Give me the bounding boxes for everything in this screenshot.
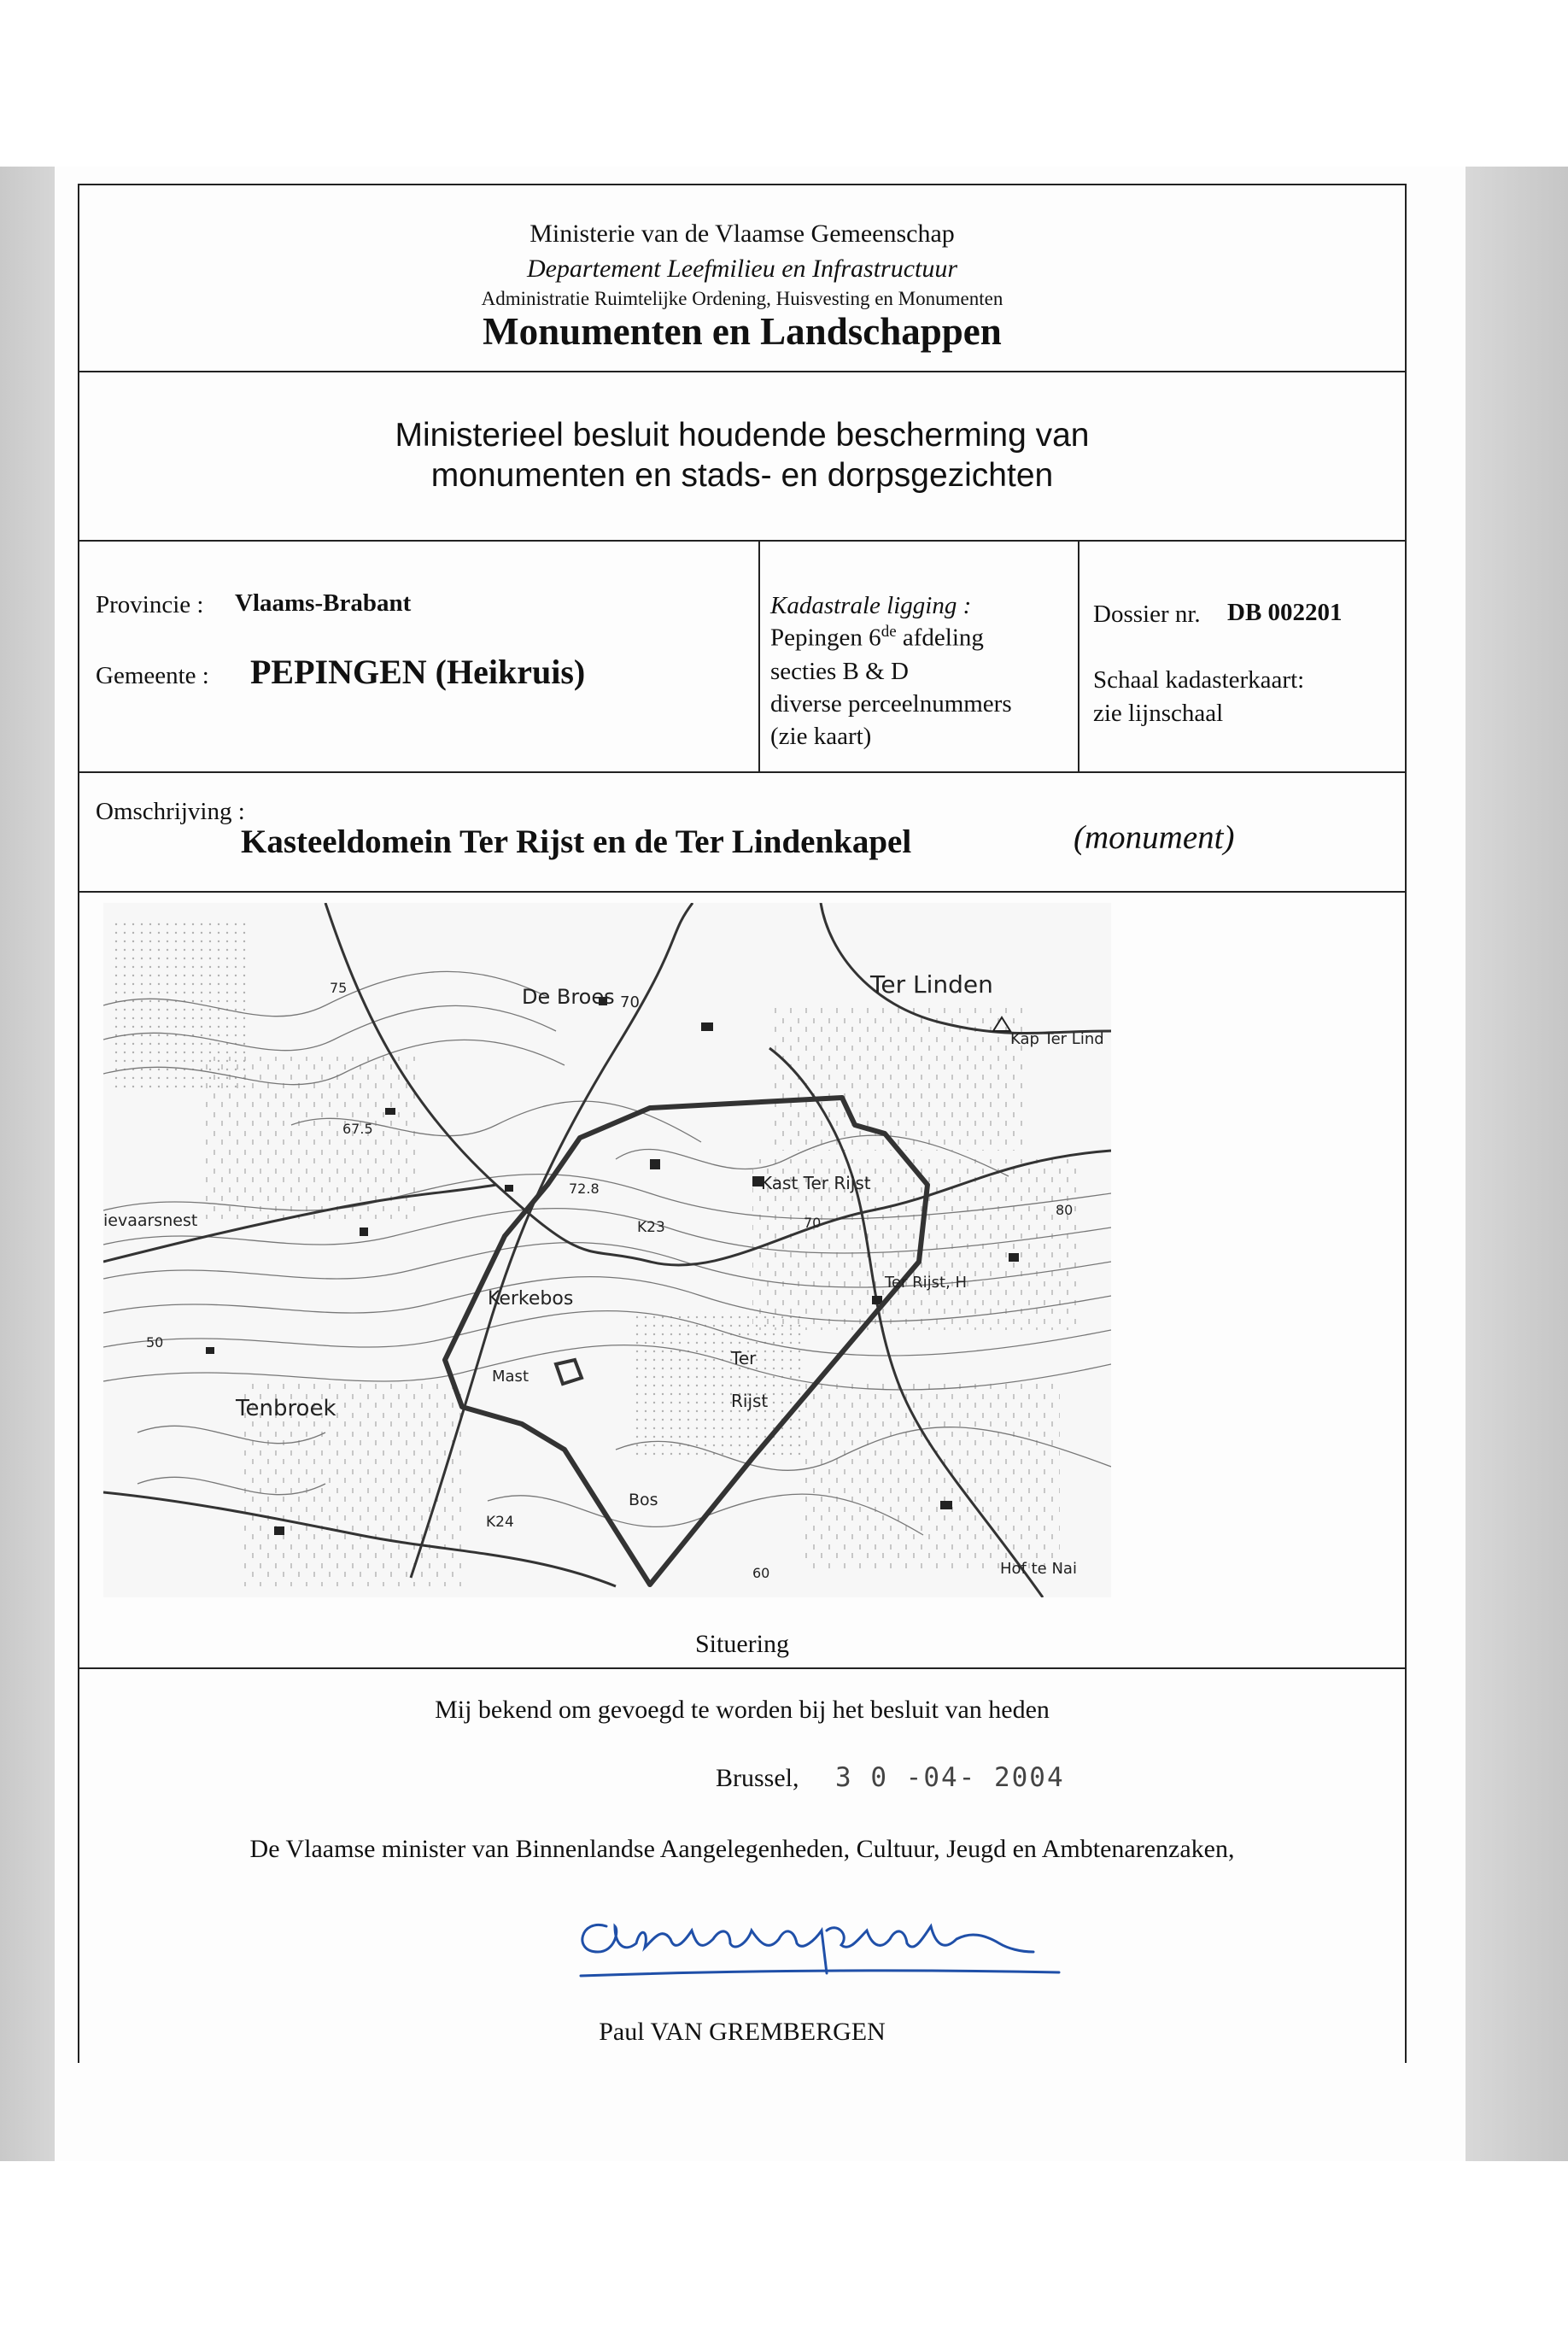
scale-label: Schaal kadasterkaart: — [1093, 666, 1305, 694]
scan-edge-left — [0, 167, 55, 2161]
label-ter-rijst-h: Ter Rijst, H — [885, 1274, 968, 1292]
label-k23: K23 — [637, 1219, 665, 1236]
acknowledgement-text: Mij bekend om gevoegd te worden bij het besluit van heden — [435, 1696, 1050, 1724]
cadastre-line-1-post: afdeling — [896, 624, 984, 652]
divider-map — [78, 1667, 1407, 1669]
label-tenbroek: Tenbroek — [236, 1396, 336, 1421]
cadastre-line-2: secties B & D — [770, 658, 909, 685]
decree-title-line-2: monumenten en stads- en dorpsgezichten — [430, 457, 1054, 494]
cadastre-line-1-sup: de — [881, 623, 897, 641]
signer-name: Paul VAN GREMBERGEN — [599, 2018, 886, 2046]
cadastre-line-3: diverse perceelnummers — [770, 690, 1012, 718]
label-kievaartsnest: ievaarsnest — [103, 1211, 198, 1230]
label-rijst: Rijst — [731, 1391, 769, 1411]
ministry-name: Ministerie van de Vlaamse Gemeenschap — [529, 220, 955, 248]
gemeente-label: Gemeente : — [96, 662, 209, 689]
decree-title-line-1: Ministerieel besluit houdende bescherming van — [395, 417, 1090, 454]
divider-description — [78, 891, 1407, 893]
label-height-50: 50 — [146, 1334, 164, 1351]
cadastre-line-1 — [770, 623, 984, 653]
label-height-70: 70 — [804, 1215, 822, 1231]
dossier-label: Dossier nr. — [1093, 601, 1201, 628]
gemeente-value: PEPINGEN (Heikruis) — [250, 653, 586, 691]
label-height-80: 80 — [1056, 1202, 1074, 1218]
cadastre-line-1-text: Pepingen 6 — [770, 624, 881, 652]
city-label: Brussel, — [716, 1764, 799, 1792]
divider-col-2 — [1078, 540, 1079, 771]
map-caption: Situering — [695, 1630, 789, 1658]
cadastre-label: Kadastrale ligging : — [770, 592, 972, 619]
description-type: (monument) — [1074, 819, 1235, 856]
dossier-number: DB 002201 — [1227, 599, 1343, 626]
label-height-67-5: 67.5 — [342, 1121, 373, 1137]
situation-map — [103, 903, 1111, 1597]
label-mast: Mast — [492, 1368, 529, 1386]
scale-value: zie lijnschaal — [1093, 700, 1224, 727]
label-kerkebos: Kerkebos — [488, 1288, 574, 1310]
divider-col-1 — [758, 540, 760, 771]
divider-location — [78, 771, 1407, 773]
description-value: Kasteeldomein Ter Rijst en de Ter Lindenkapel — [241, 823, 912, 860]
label-height-60: 60 — [752, 1565, 770, 1581]
label-height-72-8: 72.8 — [569, 1181, 600, 1197]
label-hof-te-nae: Hof te Nai — [1000, 1560, 1077, 1578]
label-de-broes-height: 70 — [620, 993, 640, 1011]
scan-edge-right — [1466, 167, 1568, 2161]
description-label: Omschrijving : — [96, 798, 245, 825]
label-kast-ter-rijst: Kast Ter Rijst — [761, 1173, 871, 1193]
date-stamp: 3 0 -04- 2004 — [835, 1762, 1065, 1793]
divider-header — [78, 371, 1407, 372]
division-name: Monumenten en Landschappen — [483, 310, 1002, 353]
label-kap-ter-linden: Kap Ter Lind — [1010, 1030, 1104, 1048]
cadastre-line-4: (zie kaart) — [770, 723, 872, 750]
label-bos: Bos — [629, 1491, 658, 1509]
administration-name: Administratie Ruimtelijke Ordening, Huisvesting en Monumenten — [481, 288, 1003, 309]
label-ter-linden: Ter Linden — [870, 970, 993, 999]
provincie-value: Vlaams-Brabant — [235, 589, 412, 617]
label-k24: K24 — [486, 1514, 514, 1531]
label-height-75: 75 — [330, 980, 348, 996]
minister-title: De Vlaamse minister van Binnenlandse Aangelegenheden, Cultuur, Jeugd en Ambtenarenzaken, — [249, 1835, 1235, 1863]
label-de-broes: De Broes — [522, 985, 615, 1009]
label-ter: Ter — [731, 1348, 757, 1368]
divider-title — [78, 540, 1407, 542]
provincie-label: Provincie : — [96, 591, 204, 618]
department-name: Departement Leefmilieu en Infrastructuur — [526, 255, 958, 283]
handwritten-signature — [555, 1892, 1068, 1986]
